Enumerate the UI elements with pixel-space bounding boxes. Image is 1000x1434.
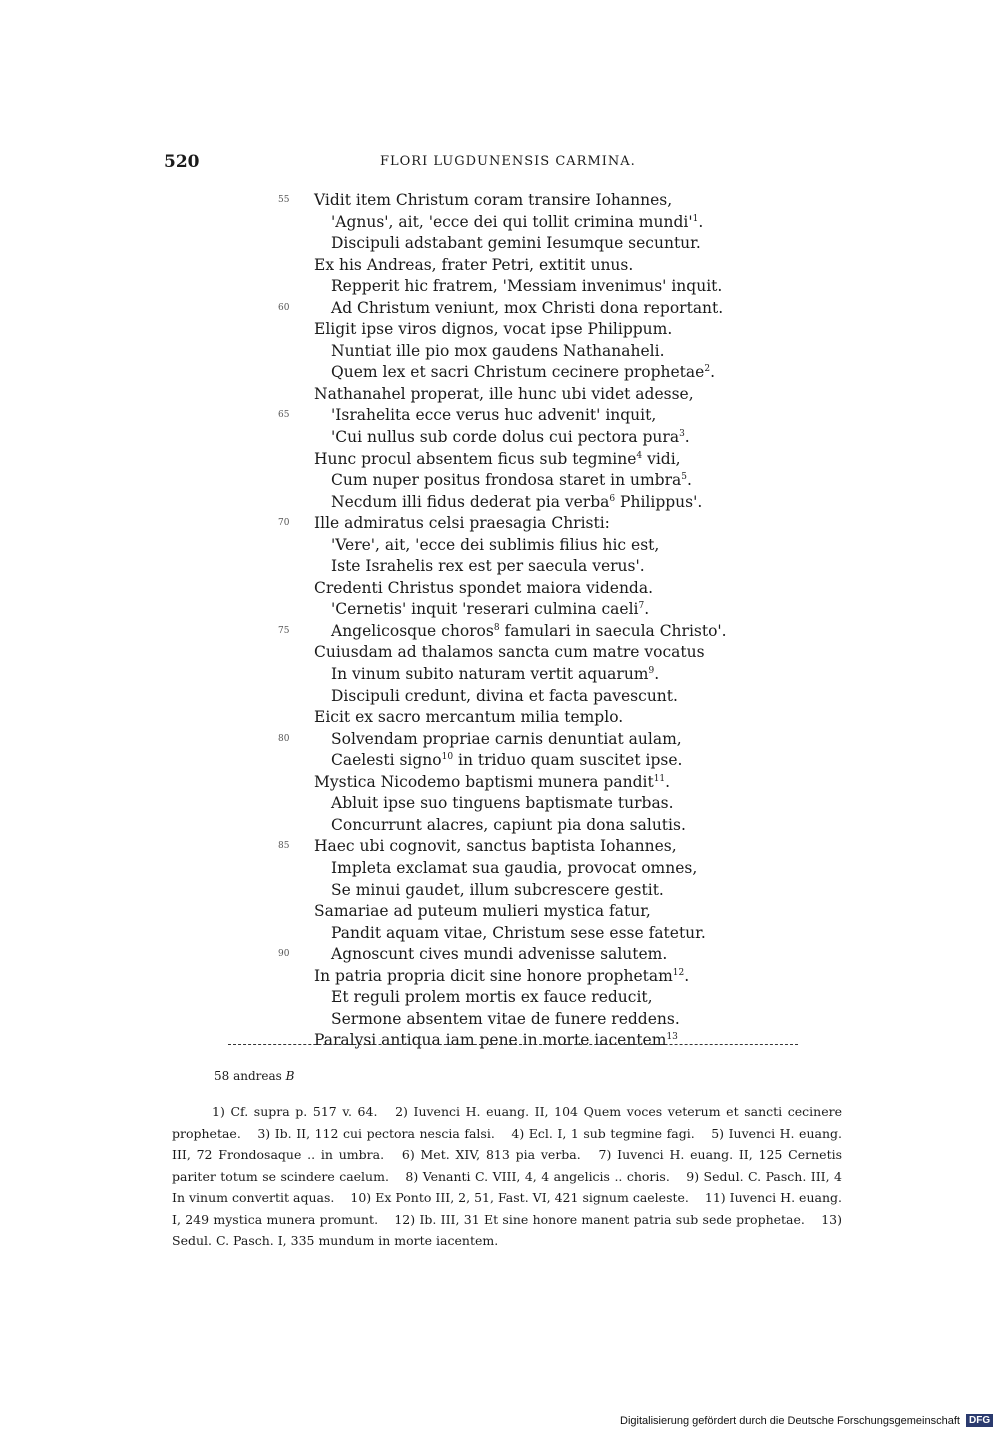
verse-main-text: Impleta exclamat sua gaudia, provocat omnes, [331,858,698,877]
verse-line [0,405,1000,427]
verse-text [331,535,659,557]
verse-text [331,599,649,621]
footnote-ref: 12 [672,967,685,978]
verse-main-text: Necdum illi fidus dederat pia verba [331,492,610,511]
verse-text [331,492,702,514]
verse-line [0,513,1000,535]
verse-line [0,815,1000,837]
verse-main-text: Ad Christum veniunt, mox Christi dona reportant. [331,298,724,317]
verse-line [0,686,1000,708]
verse-main-text: Pandit aquam vitae, Christum sese esse fatetur. [331,923,706,942]
verse-main-text: Credenti Christus spondet maiora videnda. [314,578,654,597]
footnote-ref: 9 [648,665,655,676]
verse-tail-text: . [654,665,660,684]
verse-line [0,599,1000,621]
verse-text [314,772,670,794]
verse-text [331,815,686,837]
verse-main-text: Ille admiratus celsi praesagia Christi: [314,514,610,533]
footnote-ref: 3 [679,428,685,439]
footnote-ref: 10 [441,752,454,763]
verse-main-text: Quem lex et sacri Christum cecinere prophetae [331,363,705,382]
verse-text [331,298,723,320]
line-number: 55 [278,195,290,205]
verse-tail-text: . [698,212,704,231]
verse-main-text: Sermone absentem vitae de funere reddens. [331,1009,680,1028]
line-number: 60 [278,302,290,313]
verse-text [331,212,703,234]
line-number: 75 [278,625,290,636]
footnote: 13) Sedul. C. Pasch. I, 335 mundum in morte iacentem. [172,1211,842,1248]
verse-tail-text: . [684,428,690,447]
verse-text [314,255,633,277]
verse-main-text: In patria propria dicit sine honore prophetam [314,966,673,985]
verse-text [331,729,682,751]
verse-main-text: Et reguli prolem mortis ex fauce reducit, [331,988,653,1007]
footnote: 10) Ex Ponto III, 2, 51, Fast. VI, 421 signum caeleste. [350,1190,689,1205]
verse-tail-text: . [710,363,715,382]
verse-text [331,987,653,1009]
footnote-divider [228,1044,798,1045]
verse-line [0,319,1000,341]
verse-text [314,901,651,923]
page-number: 520 [164,152,200,172]
verse-main-text: Nuntiat ille pio mox gaudens Nathanaheli. [331,341,665,360]
verse-tail-text: vidi, [642,449,681,468]
verse-text [314,966,689,988]
verse-main-text: Caelesti signo [331,751,442,770]
poem-body [0,190,1000,1052]
verse-line [0,772,1000,794]
critical-apparatus [214,1069,294,1083]
verse-text [331,341,665,363]
verse-line [0,233,1000,255]
verse-line [0,729,1000,751]
verse-main-text: Ex his Andreas, frater Petri, extitit unus. [314,255,634,274]
verse-line [0,298,1000,320]
verse-line [0,707,1000,729]
footnote: 6) Met. XIV, 813 pia verba. [401,1147,581,1162]
verse-line [0,556,1000,578]
line-number: 65 [278,410,290,421]
apparatus-siglum: B [285,1069,295,1083]
verse-main-text: Vidit item Christum coram transire Iohannes, [314,191,673,209]
verse-text [314,513,610,535]
line-number: 80 [278,733,290,744]
verse-main-text: Eligit ipse viros dignos, vocat ipse Philippum. [314,320,673,339]
footnote: 3) Ib. II, 112 cui pectora nescia falsi. [257,1125,495,1141]
footnotes [172,1101,842,1252]
footnote: 5) Iuvenci H. euang. III, 72 Frondosaque .. in umbra. [172,1125,842,1162]
verse-main-text: Cum nuper positus frondosa staret in umbra [331,471,682,490]
verse-line [0,642,1000,664]
verse-text [331,664,659,686]
line-number: 85 [278,841,290,852]
verse-line [0,255,1000,277]
line-number: 90 [278,949,290,960]
verse-main-text: 'Israhelita ecce verus huc advenit' inquit, [331,406,657,425]
footnote-ref: 2 [704,364,711,375]
verse-line [0,578,1000,600]
footnote: 9) Sedul. C. Pasch. III, 4 In vinum convertit aquas. [172,1168,842,1205]
footnote: 12) Ib. III, 31 Et sine honore manent patria sub sede prophetae. [394,1211,805,1227]
verse-main-text: Cuiusdam ad thalamos sancta cum matre vocatus [314,643,705,662]
verse-main-text: 'Agnus', ait, 'ecce dei qui tollit crimina mundi' [331,212,693,231]
running-title: FLORI LUGDUNENSIS CARMINA. [380,154,636,169]
verse-tail-text: Philippus'. [615,492,703,511]
verse-main-text: 'Cui nullus sub corde dolus cui pectora pura [331,428,680,447]
verse-main-text: 'Cernetis' inquit 'reserari culmina caeli [331,600,639,619]
footnote-ref: 13 [666,1032,678,1043]
verse-line [0,362,1000,384]
verse-line [0,901,1000,923]
verse-line [0,384,1000,406]
footnote-ref: 1 [692,213,699,224]
verse-main-text: In vinum subito naturam vertit aquarum [331,665,649,684]
verse-line [0,880,1000,902]
footnote: 2) Iuvenci H. euang. II, 104 Quem voces veterum et sancti cecinere prophetae. [172,1104,842,1141]
verse-main-text: Abluit ipse suo tinguens baptismate turbas. [331,794,674,813]
verse-text [331,944,667,966]
verse-line [0,535,1000,557]
verse-text [331,233,701,255]
verse-main-text: Nathanahel properat, ille hunc ubi videt adesse, [314,384,694,403]
verse-text [314,319,672,341]
verse-tail-text: . [644,600,650,619]
footnote-ref: 4 [636,450,643,461]
verse-main-text: Concurrunt alacres, capiunt pia dona salutis. [331,815,686,834]
footnote-ref: 8 [493,622,500,633]
footnote: 8) Venanti C. VIII, 4, 4 angelicis .. choris. [405,1168,670,1184]
verse-main-text: 'Vere', ait, 'ecce dei sublimis filius hic est, [331,535,660,554]
verse-main-text: Samariae ad puteum mulieri mystica fatur, [314,902,651,921]
verse-text [314,190,672,212]
verse-line [0,190,1000,212]
verse-line [0,276,1000,298]
verse-line [0,944,1000,966]
verse-line [0,923,1000,945]
verse-tail-text: famulari in saecula Christo'. [499,621,727,640]
verse-line [0,987,1000,1009]
footnote-ref: 11 [653,773,666,784]
verse-line [0,793,1000,815]
digitization-credit [620,1414,993,1427]
verse-tail-text: . [686,471,692,490]
verse-line [0,858,1000,880]
verse-text [331,686,678,708]
verse-main-text: Hunc procul absentem ficus sub tegmine [314,449,637,468]
footnote: 4) Ecl. I, 1 sub tegmine fagi. [511,1125,695,1141]
verse-text [314,707,623,729]
verse-main-text: Paralysi antiqua iam pene in morte iacentem [314,1031,667,1050]
verse-line [0,1009,1000,1031]
footnote: 7) Iuvenci H. euang. II, 125 Cernetis pariter totum se scindere caelum. [172,1147,843,1184]
footnote-ref: 6 [609,493,616,504]
footnote-ref: 7 [638,601,645,612]
verse-text [331,858,697,880]
verse-main-text: Solvendam propriae carnis denuntiat aulam, [331,729,682,748]
footnote-ref: 5 [681,471,687,482]
verse-text [314,449,681,471]
verse-text [331,405,656,427]
page-header [0,152,1000,176]
verse-main-text: Repperit hic fratrem, 'Messiam invenimus' inquit. [331,277,723,296]
verse-line [0,341,1000,363]
verse-text [314,1030,678,1052]
verse-text [314,384,694,406]
verse-main-text: Discipuli adstabant gemini Iesumque secuntur. [331,234,701,253]
footnote: 1) Cf. supra p. 517 v. 64. [212,1104,378,1119]
verse-main-text: Agnoscunt cives mundi advenisse salutem. [331,945,668,964]
verse-text [331,793,674,815]
verse-main-text: Angelicosque choros [331,621,494,640]
verse-main-text: Se minui gaudet, illum subcrescere gestit. [331,880,664,899]
verse-text [331,923,706,945]
verse-text [331,427,690,449]
verse-tail-text: in triduo quam suscitet ipse. [453,751,683,770]
verse-tail-text: . [684,966,690,985]
verse-tail-text: . [665,772,671,791]
verse-line [0,966,1000,988]
verse-text [314,578,653,600]
verse-line [0,664,1000,686]
verse-text [331,621,727,643]
verse-text [331,880,664,902]
verse-line [0,621,1000,643]
verse-line [0,449,1000,471]
verse-line [0,492,1000,514]
verse-main-text: Discipuli credunt, divina et facta pavescunt. [331,686,678,705]
line-number: 70 [278,518,290,529]
verse-main-text: Iste Israhelis rex est per saecula verus'. [331,557,645,576]
verse-text [331,750,682,772]
credit-text: Digitalisierung gefördert durch die Deutsche Forschungsgemeinschaft [620,1415,960,1427]
verse-line [0,836,1000,858]
verse-main-text: Mystica Nicodemo baptismi munera pandit [314,772,654,791]
verse-text [331,362,715,384]
verse-text [314,836,677,858]
verse-line [0,427,1000,449]
verse-text [331,470,692,492]
verse-text [331,556,645,578]
footnote: 11) Iuvenci H. euang. I, 249 mystica munera promunt. [172,1190,842,1227]
verse-text [331,1009,680,1031]
verse-text [314,642,705,664]
verse-text [331,276,722,298]
verse-line [0,1030,1000,1052]
verse-line [0,470,1000,492]
verse-line [0,750,1000,772]
dfg-logo-icon: DFG [966,1414,993,1427]
verse-line [0,212,1000,234]
verse-main-text: Eicit ex sacro mercantum milia templo. [314,708,624,727]
apparatus-text: 58 andreas [214,1069,282,1083]
verse-main-text: Haec ubi cognovit, sanctus baptista Iohannes, [314,837,677,856]
